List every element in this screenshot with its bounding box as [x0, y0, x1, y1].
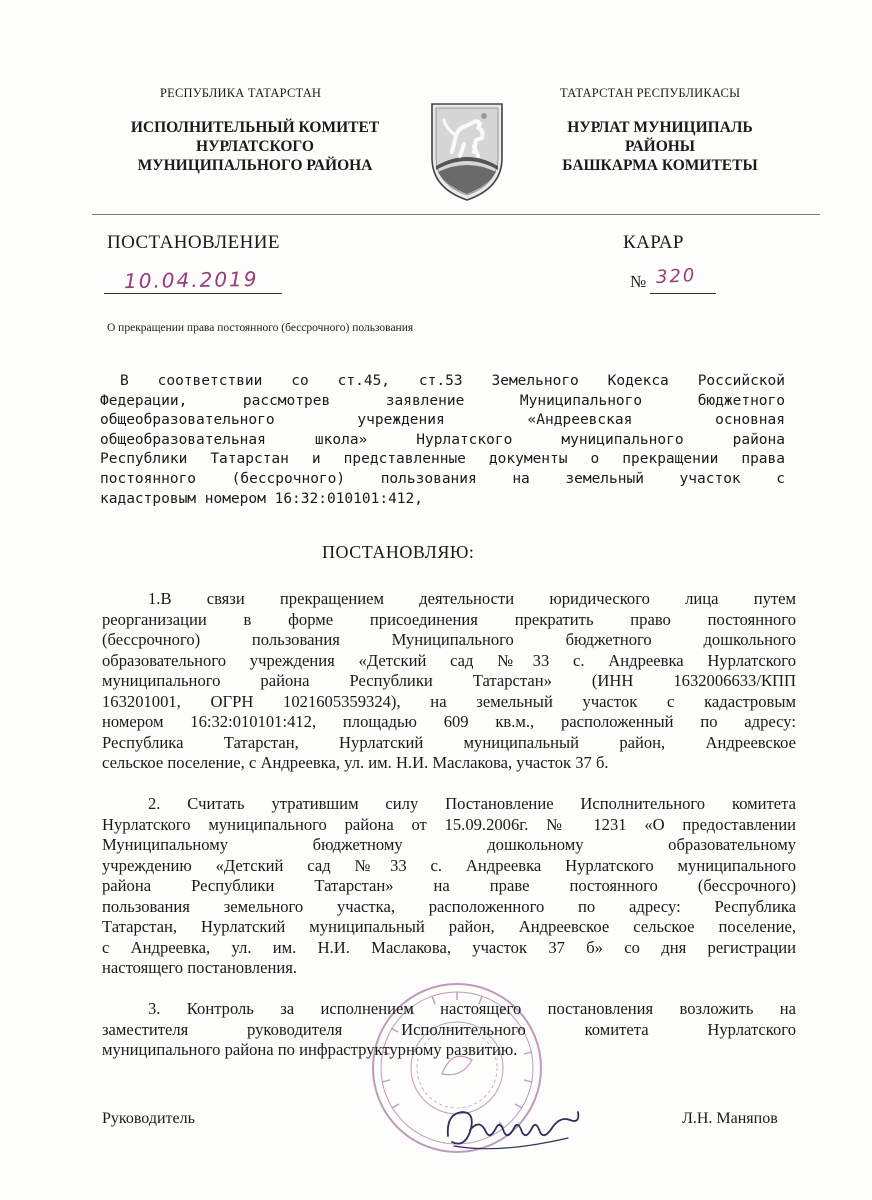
left-org-name — [110, 118, 400, 175]
item-line: Муниципальному бюджетному дошкольному образовательному — [102, 835, 796, 854]
item-line: заместителя руководителя Исполнительного комитета Нурлатского — [102, 1019, 796, 1039]
item-line: муниципального района Республики Татарстан» (ИНН 1632006633/КПП — [102, 671, 796, 690]
signatory-name: Л.Н. Маняпов — [682, 1110, 778, 1127]
preamble-line: кадастровым номером 16:32:010101:412, — [100, 490, 424, 507]
doc-type-right: КАРАР — [623, 232, 684, 253]
item-line: 1.В связи прекращением деятельности юридического лица путем — [148, 589, 796, 608]
preamble-line: общеобразовательного учреждения «Андреевская основная — [100, 412, 785, 429]
left-republic: РЕСПУБЛИКА ТАТАРСТАН — [160, 86, 322, 100]
item-2 — [102, 794, 796, 979]
item-line: настоящего постановления. — [102, 958, 297, 977]
handwritten-date: 10.04.2019 — [123, 266, 259, 294]
item-line: Республика Татарстан, Нурлатский муниципальный район, Андреевское — [102, 732, 796, 752]
decree-word: ПОСТАНОВЛЯЮ: — [322, 542, 475, 562]
header-divider — [92, 214, 820, 215]
preamble-line: Республики Татарстан и представленные документы о прекращении права — [100, 451, 785, 468]
handwritten-signature — [440, 1098, 590, 1158]
item-line: учреждению «Детский сад №33 с. Андреевка Нурлатского муниципального — [102, 855, 796, 875]
right-org-line-2: РАЙОНЫ — [624, 138, 696, 155]
signatory-position: Руководитель — [102, 1110, 195, 1127]
preamble-line: В соответствии со ст.45, ст.53 Земельного Кодекса Российской — [120, 373, 785, 389]
item-line: номером 16:32:010101:412, площадью 609 кв.м., расположенный по адресу: — [102, 712, 796, 731]
left-org-line-2: НУРЛАТСКОГО — [196, 138, 314, 155]
number-sign: № — [630, 272, 647, 291]
item-line: образовательного учреждения «Детский сад №33 с. Андреевка Нурлатского — [102, 650, 796, 670]
coat-of-arms-icon — [428, 100, 506, 204]
item-line: с Андреевка, ул. им. Н.И. Маслакова, участок 37 б» со дня регистрации — [102, 937, 796, 957]
left-org-line-3: МУНИЦИПАЛЬНОГО РАЙОНА — [137, 157, 373, 174]
item-line: 2. Считать утратившим силу Постановление Исполнительного комитета — [148, 794, 796, 813]
date-underline — [104, 293, 282, 294]
doc-subject: О прекращении права постоянного (бессрочного) пользования — [107, 322, 414, 334]
preamble-line: общеобразовательная школа» Нурлатского муниципального района — [100, 431, 785, 448]
item-3 — [102, 999, 796, 1061]
item-line: Татарстан, Нурлатский муниципальный район, Андреевское сельское поселение, — [102, 917, 796, 936]
item-line: реорганизации в форме присоединения прекратить право постоянного — [102, 609, 796, 629]
right-org-line-1: НУРЛАТ МУНИЦИПАЛЬ — [567, 119, 753, 136]
item-line: муниципального района по инфраструктурному развитию. — [102, 1040, 518, 1059]
item-1 — [102, 589, 796, 774]
item-line: сельское поселение, с Андреевка, ул. им. Н.И. Маслакова, участок 37 б. — [102, 753, 609, 772]
doc-type-left: ПОСТАНОВЛЕНИЕ — [107, 232, 280, 253]
item-line: района Республики Татарстан» на праве постоянного (бессрочного) — [102, 876, 796, 895]
handwritten-number: 320 — [655, 264, 697, 289]
preamble — [100, 372, 785, 509]
right-republic: ТАТАРСТАН РЕСПУБЛИКАСЫ — [560, 86, 741, 100]
left-org-line-1: ИСПОЛНИТЕЛЬНЫЙ КОМИТЕТ — [130, 119, 380, 136]
preamble-line: постоянного (бессрочного) пользования на земельный участок с — [100, 470, 785, 487]
number-underline — [650, 293, 716, 294]
right-org-name — [525, 118, 795, 175]
item-line: 163201001, ОГРН 1021605359324), на земельный участок с кадастровым — [102, 691, 796, 711]
right-org-line-3: БАШКАРМА КОМИТЕТЫ — [562, 157, 758, 174]
item-line: пользования земельного участка, расположенного по адресу: Республика — [102, 896, 796, 916]
item-line: 3. Контроль за исполнением настоящего постановления возложить на — [148, 999, 796, 1018]
preamble-line: Федерации, рассмотрев заявление Муниципального бюджетного — [100, 392, 785, 409]
item-line: Нурлатского муниципального района от 15.09.2006г. № 1231 «О предоставлении — [102, 814, 796, 834]
item-line: (бессрочного) пользования Муниципального бюджетного дошкольного — [102, 630, 796, 649]
